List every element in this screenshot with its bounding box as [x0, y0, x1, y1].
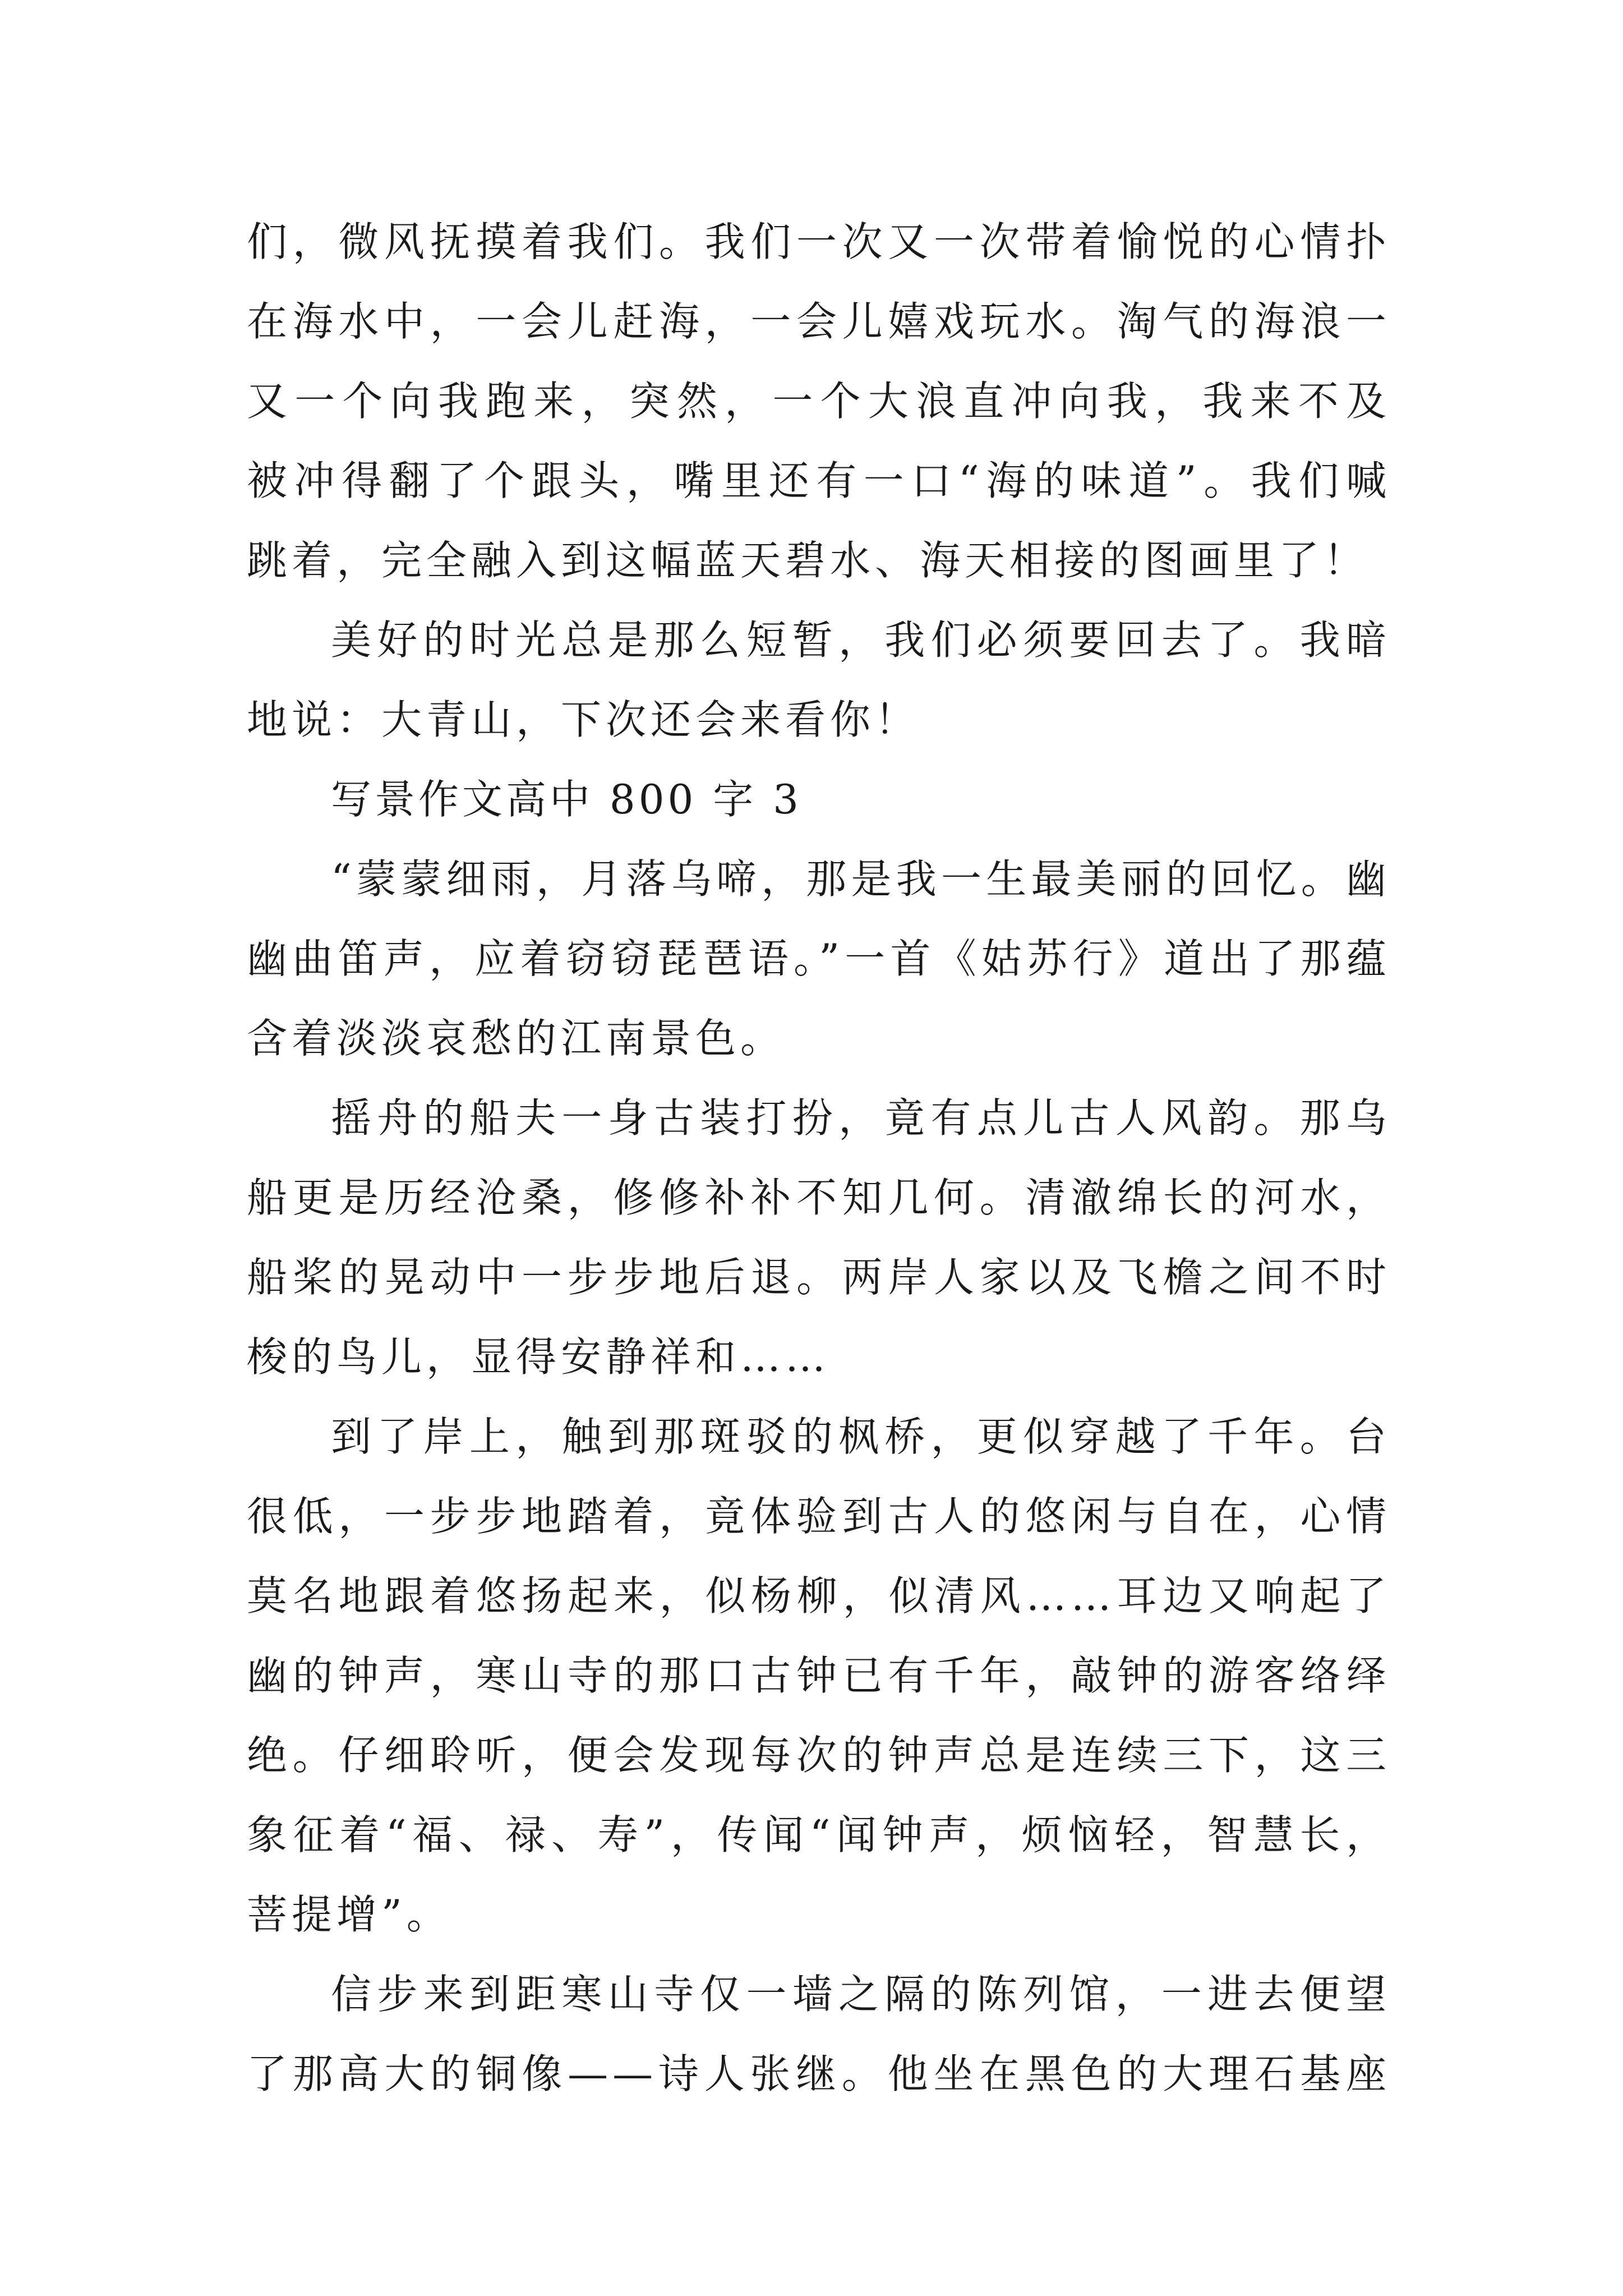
text-line: 莫名地跟着悠扬起来，似杨柳，似清风……耳边又响起了: [247, 1572, 1391, 1619]
paragraph-start-line: “蒙蒙细雨，月落乌啼，那是我一生最美丽的回忆。幽: [331, 855, 1391, 903]
text-line: 了那高大的铜像——诗人张继。他坐在黑色的大理石基座: [247, 2050, 1391, 2097]
text-line: 被冲得翻了个跟头，嘴里还有一口“海的味道”。我们喊: [247, 457, 1391, 504]
text-line: 梭的鸟儿，显得安静祥和……: [247, 1333, 831, 1381]
text-line: 绝。仔细聆听，便会发现每次的钟声总是连续三下，这三: [247, 1732, 1391, 1779]
text-line: 地说：大青山，下次还会来看你！: [247, 696, 920, 743]
text-line: 船桨的晃动中一步步地后退。两岸人家以及飞檐之间不时: [247, 1254, 1391, 1301]
essay-body: [247, 202, 1391, 2114]
paragraph-start-line: 美好的时光总是那么短暂，我们必须要回去了。我暗: [331, 616, 1391, 664]
text-line: 们，微风抚摸着我们。我们一次又一次带着愉悦的心情扑: [247, 218, 1391, 265]
text-line: 菩提增”。: [247, 1891, 451, 1938]
paragraph-start-line: 到了岸上，触到那斑驳的枫桥，更似穿越了千年。台: [331, 1413, 1391, 1460]
text-line: 含着淡淡哀愁的江南景色。: [247, 1015, 786, 1062]
text-line: 幽曲笛声，应着窃窃琵琶语。”一首《姑苏行》道出了那蕴: [247, 935, 1391, 982]
text-line: 在海水中，一会儿赶海，一会儿嬉戏玩水。淘气的海浪一: [247, 298, 1391, 345]
text-line: 象征着“福、禄、寿”，传闻“闻钟声，烦恼轻，智慧长，: [247, 1811, 1391, 1858]
paragraph-start-line: 摇舟的船夫一身古装打扮，竟有点儿古人风韵。那乌: [331, 1094, 1391, 1142]
paragraph-start-line: 信步来到距寒山寺仅一墙之隔的陈列馆，一进去便望: [331, 1971, 1391, 2018]
text-line: 又一个向我跑来，突然，一个大浪直冲向我，我来不及: [247, 378, 1391, 425]
text-line: 跳着，完全融入到这幅蓝天碧水、海天相接的图画里了！: [247, 537, 1369, 584]
section-heading: 写景作文高中 800 字 3: [331, 776, 802, 823]
text-line: 船更是历经沧桑，修修补补不知几何。清澈绵长的河水，: [247, 1174, 1391, 1221]
text-line: 很低，一步步地踏着，竟体验到古人的悠闲与自在，心情: [247, 1493, 1391, 1540]
text-line: 幽的钟声，寒山寺的那口古钟已有千年，敲钟的游客络绎: [247, 1652, 1391, 1699]
